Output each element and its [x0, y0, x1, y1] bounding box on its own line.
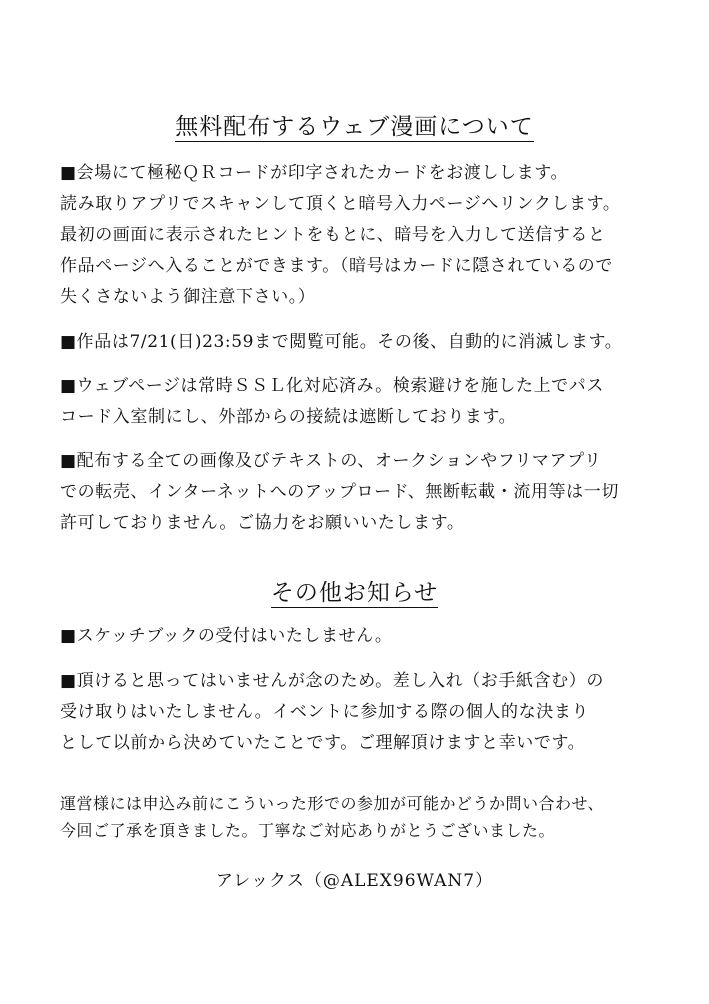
paragraph-ssl — [60, 371, 680, 433]
paragraph-qr-card — [60, 158, 680, 313]
text-line: ■配布する全ての画像及びテキストの、オークションやフリマアプリ — [60, 451, 602, 471]
text-line: での転売、インターネットへのアップロード、無断転載・流用等は一切 — [60, 482, 619, 502]
section-title-web-manga — [0, 112, 709, 142]
text-line: 読み取りアプリでスキャンして頂くと暗号入力ページへリンクします。 — [60, 194, 621, 214]
text-line: 今回ご了承を頂きました。丁寧なご対応ありがとうございました。 — [60, 821, 556, 840]
section-title-other-notices-text: その他お知らせ — [270, 580, 439, 606]
text-line: 最初の画面に表示されたヒントをもとに、暗号を入力して送信すると — [60, 225, 606, 245]
paragraph-no-redistribution — [60, 446, 680, 539]
text-line: ■作品は7/21(日)23:59まで閲覧可能。その後、自動的に消滅します。 — [60, 332, 623, 352]
text-line: ■頂けると思ってはいませんが念のため。差し入れ（お手紙含む）の — [60, 671, 604, 691]
paragraph-gifts — [60, 666, 680, 759]
text-line: ■スケッチブックの受付はいたしません。 — [60, 626, 393, 646]
text-line: として以前から決めていたことです。ご理解頂けますと幸いです。 — [60, 733, 586, 753]
author-signature — [0, 866, 709, 891]
author-signature-text: アレックス（@ALEX96WAN7） — [215, 871, 494, 891]
section-title-other-notices — [0, 578, 709, 608]
text-line: 受け取りはいたしません。イベントに参加する際の個人的な決まり — [60, 702, 590, 722]
text-line: コード入室制にし、外部からの接続は遮断しております。 — [60, 407, 517, 427]
text-line: ■会場にて極秘ＱＲコードが印字されたカードをお渡しします。 — [60, 163, 569, 183]
text-line: 許可しておりません。ご協力をお願いいたします。 — [60, 513, 465, 533]
paragraph-viewing-period — [60, 327, 680, 358]
section-title-web-manga-text: 無料配布するウェブ漫画について — [175, 114, 534, 140]
paragraph-organizer-thanks — [60, 790, 680, 844]
text-line: 失くさないよう御注意下さい。） — [60, 287, 316, 307]
text-line: ■ウェブページは常時ＳＳＬ化対応済み。検索避けを施した上でパス — [60, 376, 604, 396]
text-line: 運営様には申込み前にこういった形での参加が可能かどうか問い合わせ、 — [60, 794, 605, 813]
text-line: 作品ページへ入ることができます。（暗号はカードに隠されているので — [60, 256, 613, 276]
paragraph-sketchbook — [60, 621, 680, 652]
